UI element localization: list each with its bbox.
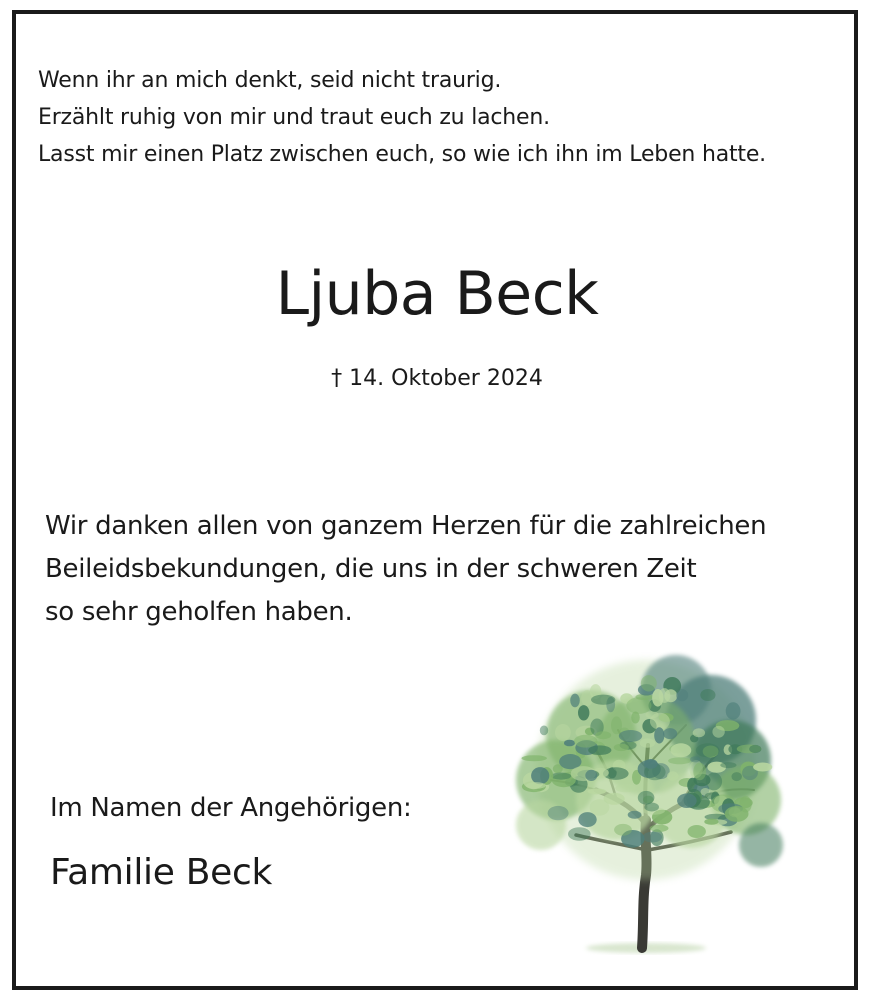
leaf-cluster — [540, 726, 548, 736]
poem-line: Lasst mir einen Platz zwischen euch, so wie ich ihn im Leben hatte. — [38, 142, 766, 167]
leaf-cluster — [531, 767, 549, 784]
tree-foliage — [516, 655, 783, 880]
leaf-cluster — [688, 825, 706, 838]
leaf-cluster — [704, 819, 718, 825]
leaf-cluster — [644, 759, 658, 769]
leaf-cluster — [654, 727, 664, 743]
leaf-cluster — [522, 755, 547, 761]
death-date: † 14. Oktober 2024 — [331, 366, 543, 391]
leaf-cluster — [591, 695, 615, 705]
leaf-cluster — [712, 726, 724, 738]
leaf-cluster — [595, 731, 611, 739]
leaf-cluster — [614, 824, 632, 836]
thanks-line: Beileidsbekundungen, die uns in der schweren Zeit — [45, 554, 697, 584]
leaf-cluster — [548, 806, 569, 820]
leaf-cluster — [650, 825, 669, 832]
leaf-cluster — [671, 743, 692, 757]
watercolor-tree-icon — [496, 650, 806, 960]
leaf-cluster — [732, 772, 742, 781]
leaf-cluster — [585, 770, 597, 781]
leaf-cluster — [526, 782, 546, 789]
leaf-cluster — [663, 728, 677, 739]
poem-line: Wenn ihr an mich denkt, seid nicht traurig. — [38, 68, 502, 93]
thanks-message — [45, 505, 845, 634]
leaf-cluster — [564, 740, 575, 747]
leaf-cluster — [696, 743, 720, 757]
leaf-cluster — [568, 827, 591, 840]
leaf-cluster — [677, 793, 697, 808]
thanks-line: Wir danken allen von ganzem Herzen für die zahlreichen — [45, 511, 767, 541]
leaf-cluster — [588, 788, 607, 794]
leaf-cluster — [614, 744, 629, 751]
leaf-cluster — [628, 811, 642, 819]
leaf-cluster — [693, 763, 706, 781]
memorial-poem — [38, 62, 838, 173]
leaf-cluster — [749, 745, 761, 753]
leaf-cluster — [578, 705, 589, 720]
leaf-cluster — [578, 812, 596, 827]
leaf-cluster — [652, 689, 663, 707]
leaf-cluster — [676, 689, 688, 701]
leaf-cluster — [690, 756, 700, 762]
thanks-line: so sehr geholfen haben. — [45, 597, 353, 627]
leaf-cluster — [725, 806, 749, 822]
leaf-cluster — [638, 791, 655, 805]
leaf-cluster — [626, 697, 651, 714]
leaf-cluster — [726, 702, 741, 719]
leaf-cluster — [700, 689, 715, 701]
leaf-cluster — [720, 762, 736, 768]
leaf-cluster — [643, 832, 662, 843]
leaf-cluster — [619, 730, 642, 742]
leaf-cluster — [570, 694, 580, 708]
leaf-cluster — [641, 675, 657, 691]
leaf-cluster — [555, 724, 571, 741]
leaf-cluster — [753, 763, 772, 772]
leaf-cluster — [574, 735, 598, 748]
foliage-blob — [739, 823, 783, 867]
family-signature: Familie Beck — [50, 852, 273, 893]
poem-line: Erzählt ruhig von mir und traut euch zu lachen. — [38, 105, 550, 130]
leaf-cluster — [551, 773, 571, 780]
leaf-cluster — [668, 757, 691, 764]
leaf-cluster — [640, 738, 655, 747]
leaf-cluster — [615, 784, 635, 792]
on-behalf-text: Im Namen der Angehörigen: — [50, 793, 412, 823]
leaf-cluster — [693, 728, 705, 737]
leaf-cluster — [590, 799, 610, 815]
leaf-cluster — [667, 771, 678, 781]
deceased-name: Ljuba Beck — [275, 259, 599, 329]
leaf-cluster — [645, 711, 658, 718]
leaf-cluster — [588, 745, 611, 755]
